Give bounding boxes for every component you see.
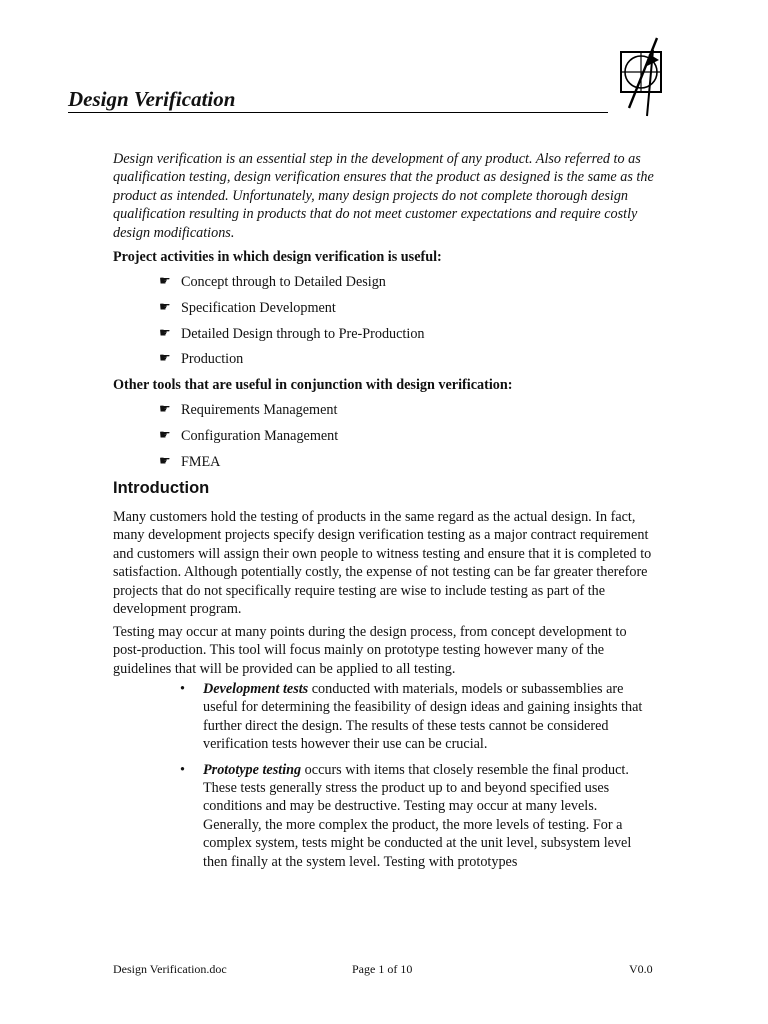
list-item: ☛ Production	[159, 351, 244, 368]
pointing-hand-icon: ☛	[159, 402, 171, 417]
introduction-paragraph-2: Testing may occur at many points during the design process, from concept development to post-production. This tool will focus mainly on prototype testing however many of the guidelines that will be provided can be applied to all testing.	[113, 624, 627, 677]
list-item: ☛ Detailed Design through to Pre-Production	[159, 325, 425, 342]
test-types-list	[180, 680, 658, 878]
bullet-icon: •	[180, 681, 185, 697]
introduction-paragraph-1: Many customers hold the testing of products in the same regard as the actual design. In fact, many development projects specify design verification testing as a major contract requirement and customers will assign their own people to witness testing and ensure that it is completed to satisfaction. Although potentially costly, the expense of not testing can be far greater therefore projects that do not specifically require testing are wise to include testing as part of the development program.	[113, 509, 652, 618]
bullet-term: Prototype testing	[203, 761, 302, 778]
bullet-term: Development tests	[203, 681, 309, 697]
list-item	[180, 680, 658, 754]
pointing-hand-icon: ☛	[159, 325, 171, 341]
introduction-heading: Introduction	[113, 479, 210, 497]
footer-page-number: Page 1 of 10	[352, 962, 413, 976]
activities-heading: Project activities in which design verification is useful:	[113, 249, 442, 265]
tools-list	[159, 401, 338, 478]
list-item: ☛ Configuration Management	[159, 427, 339, 444]
compass-drafting-logo	[619, 36, 665, 120]
activities-list	[159, 273, 425, 376]
bullet-text: occurs with items that closely resemble the final product. These tests generally stress the product up to and beyond specified uses conditions and may be destructive. Testing may occur at many levels. Generally, the more complex the product, the more levels of testing. For a complex system, tests might be conducted at the unit level, subsystem level then finally at the system level. Testing with prototypes	[203, 761, 632, 870]
intro-paragraph: Design verification is an essential step in the development of any product. Also referred to as qualification testing, design verification ensures that the product as designed is the same as the product as intended. Unfortunately, many design projects do not complete thorough design qualification resulting in products that do not meet customer expectations and require costly design modifications.	[113, 151, 654, 241]
pointing-hand-icon: ☛	[159, 299, 171, 315]
pointing-hand-icon: ☛	[159, 453, 171, 469]
bullet-text: conducted with materials, models or subassemblies are useful for determining the feasibility of design ideas and gaining insights that further direct the design. The results of these tests cannot be considered verification tests however their use can be crucial.	[203, 681, 643, 753]
page-title: Design Verification	[68, 87, 608, 113]
tools-heading: Other tools that are useful in conjunction with design verification:	[113, 377, 513, 393]
bullet-icon: •	[180, 761, 185, 778]
list-item: ☛ Specification Development	[159, 299, 336, 316]
list-item: ☛ FMEA	[159, 453, 221, 470]
list-item	[180, 761, 658, 871]
footer-version: V0.0	[629, 962, 653, 976]
list-item: ☛ Requirements Management	[159, 402, 338, 418]
pointing-hand-icon: ☛	[159, 274, 171, 289]
list-item: ☛ Concept through to Detailed Design	[159, 274, 386, 290]
footer-filename: Design Verification.doc	[113, 962, 227, 976]
pointing-hand-icon: ☛	[159, 427, 171, 443]
pointing-hand-icon: ☛	[159, 351, 171, 367]
